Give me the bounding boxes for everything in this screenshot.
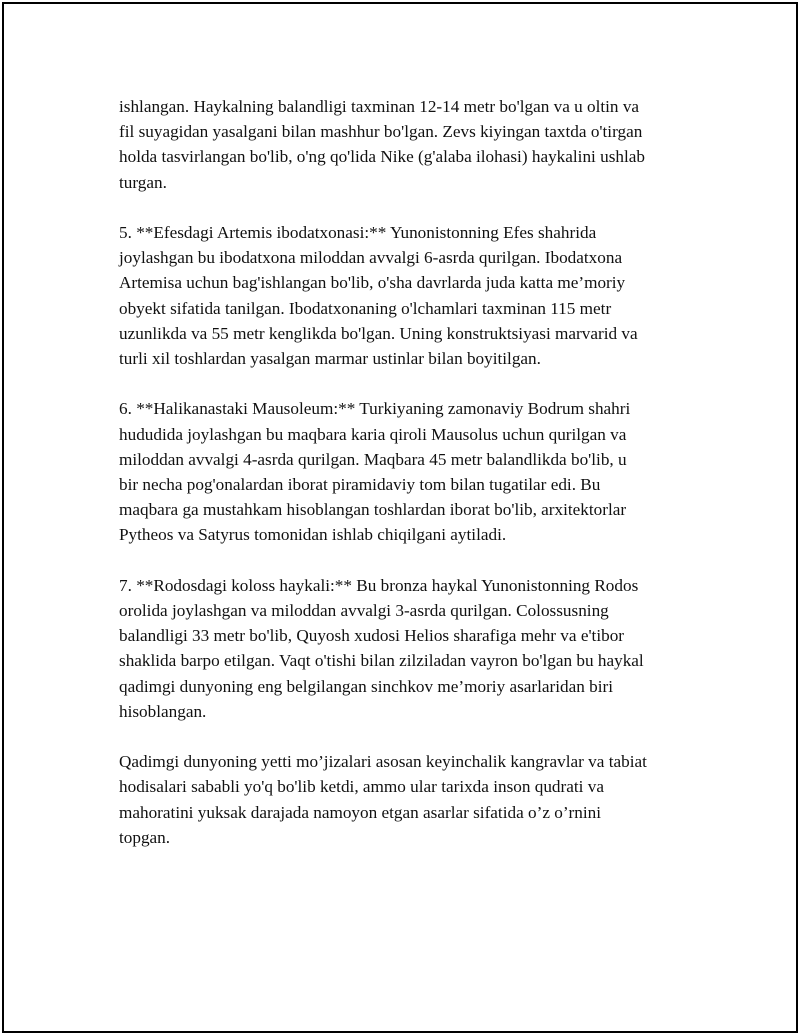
text-line: Qadimgi dunyoning yetti mo’jizalari asosan keyinchalik kangravlar va tabiat [119, 752, 647, 772]
text-line: turgan. [119, 172, 167, 192]
text-line: uzunlikda va 55 metr kenglikda bo'lgan. Uning konstruktsiyasi marvarid va [119, 323, 638, 343]
document-body [119, 94, 709, 875]
paragraph-zeus-statue [119, 94, 709, 195]
text-line: Pytheos va Satyrus tomonidan ishlab chiqilgani aytiladi. [119, 525, 507, 545]
text-line: hisoblangan. [119, 701, 207, 721]
paragraph-temple-of-artemis [119, 220, 709, 371]
text-line: shaklida barpo etilgan. Vaqt o'tishi bilan zilziladan vayron bo'lgan bu haykal [119, 651, 644, 671]
text-line: orolida joylashgan va miloddan avvalgi 3-asrda qurilgan. Colossusning [119, 601, 609, 621]
text-line: 5. **Efesdagi Artemis ibodatxonasi:** Yunonistonning Efes shahrida [119, 223, 597, 242]
text-line: fil suyagidan yasalgani bilan mashhur bo'lgan. Zevs kiyingan taxtda o'tirgan [119, 122, 643, 142]
text-line: hodisalari sababli yo'q bo'lib ketdi, ammo ular tarixda inson qudrati va [119, 777, 604, 797]
text-line: miloddan avvalgi 4-asrda qurilgan. Maqbara 45 metr balandlikda bo'lib, u [119, 449, 627, 469]
paragraph-conclusion [119, 749, 709, 850]
text-line: turli xil toshlardan yasalgan marmar ustinlar bilan boyitilgan. [119, 349, 541, 369]
text-line: ishlangan. Haykalning balandligi taxminan 12-14 metr bo'lgan va u oltin va [119, 97, 640, 116]
text-line: topgan. [119, 827, 171, 847]
text-line: hududida joylashgan bu maqbara karia qiroli Mausolus uchun qurilgan va [119, 424, 627, 444]
text-line: Artemisa uchun bag'ishlangan bo'lib, o'sha davrlarda juda katta me’moriy [119, 273, 626, 293]
text-line: bir necha pog'onalardan iborat piramidaviy tom bilan tugatilar edi. Bu [119, 475, 601, 495]
paragraph-mausoleum [119, 396, 709, 547]
text-line: obyekt sifatida tanilgan. Ibodatxonaning o'lchamlari taxminan 115 metr [119, 298, 612, 318]
text-line: holda tasvirlangan bo'lib, o'ng qo'lida Nike (g'alaba ilohasi) haykalini ushlab [119, 147, 645, 167]
text-line: joylashgan bu ibodatxona miloddan avvalgi 6-asrda qurilgan. Ibodatxona [119, 248, 623, 268]
text-line: maqbara ga mustahkam hisoblangan toshlardan iborat bo'lib, arxitektorlar [119, 500, 627, 520]
text-line: balandligi 33 metr bo'lib, Quyosh xudosi Helios sharafiga mehr va e'tibor [119, 626, 625, 646]
text-line: 7. **Rodosdagi koloss haykali:** Bu bronza haykal Yunonistonning Rodos [119, 575, 639, 595]
text-line: qadimgi dunyoning eng belgilangan sinchkov me’moriy asarlaridan biri [119, 676, 614, 696]
text-line: 6. **Halikanastaki Mausoleum:** Turkiyaning zamonaviy Bodrum shahri [119, 399, 631, 419]
page-frame [2, 2, 798, 1033]
paragraph-colossus [119, 573, 709, 724]
text-line: mahoratini yuksak darajada namoyon etgan asarlar sifatida o’z o’rnini [119, 802, 602, 822]
